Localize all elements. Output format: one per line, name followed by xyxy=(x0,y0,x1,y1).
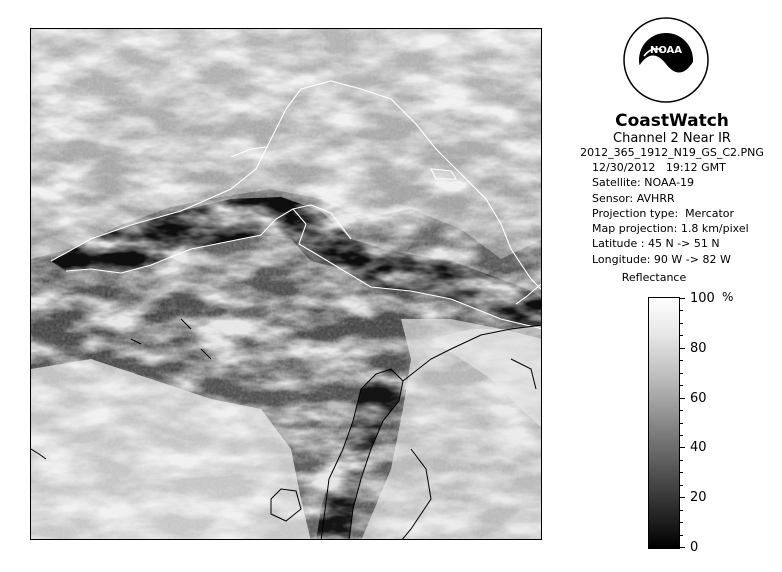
colorbar-minor-tick xyxy=(680,323,683,324)
colorbar-minor-tick xyxy=(680,485,683,486)
projection-type: Projection type: Mercator xyxy=(592,206,735,220)
map-projection: Map projection: 1.8 km/pixel xyxy=(592,222,749,236)
colorbar-minor-tick xyxy=(680,373,683,374)
colorbar-minor-tick xyxy=(680,522,683,523)
satellite-map xyxy=(30,28,542,540)
colorbar xyxy=(648,297,680,549)
colorbar-tick-mark xyxy=(680,447,685,448)
colorbar-minor-tick xyxy=(680,510,683,511)
file-name: 2012_365_1912_N19_GS_C2.PNG xyxy=(580,146,764,159)
colorbar-minor-tick xyxy=(680,423,683,424)
noaa-logo-icon xyxy=(622,16,710,104)
colorbar-tick-mark xyxy=(680,348,685,349)
colorbar-minor-tick xyxy=(680,460,683,461)
colorbar-minor-tick xyxy=(680,535,683,536)
colorbar-tick-label: 20 xyxy=(690,490,707,506)
brand-title: CoastWatch xyxy=(615,111,729,131)
latitude: Latitude : 45 N -> 51 N xyxy=(592,237,720,251)
colorbar-tick-label: 0 xyxy=(690,540,699,555)
colorbar-tick-mark xyxy=(680,497,685,498)
colorbar-title: Reflectance xyxy=(621,271,687,284)
longitude: Longitude: 90 W -> 82 W xyxy=(592,252,731,266)
colorbar-minor-tick xyxy=(680,435,683,436)
channel-label: Channel 2 Near IR xyxy=(613,131,731,146)
colorbar-tick-label: 60 xyxy=(690,390,707,406)
logo-center-text: NOAA xyxy=(649,45,683,56)
satellite: Satellite: NOAA-19 xyxy=(592,176,695,190)
datetime: 12/30/2012 19:12 GMT xyxy=(592,161,726,174)
colorbar-tick-label: 100 xyxy=(690,291,715,306)
colorbar-minor-tick xyxy=(680,360,683,361)
colorbar-minor-tick xyxy=(680,472,683,473)
colorbar-minor-tick xyxy=(680,335,683,336)
colorbar-tick-mark xyxy=(680,547,685,548)
colorbar-minor-tick xyxy=(680,385,683,386)
info-panel xyxy=(566,112,778,267)
colorbar-minor-tick xyxy=(680,310,683,311)
colorbar-minor-tick xyxy=(680,410,683,411)
colorbar-tick-label: 40 xyxy=(690,440,707,456)
sensor: Sensor: AVHRR xyxy=(592,191,675,205)
colorbar-tick-mark xyxy=(680,398,685,399)
colorbar-tick-label: 80 xyxy=(690,340,707,356)
colorbar-unit: % xyxy=(722,290,734,304)
colorbar-tick-mark xyxy=(680,298,685,299)
